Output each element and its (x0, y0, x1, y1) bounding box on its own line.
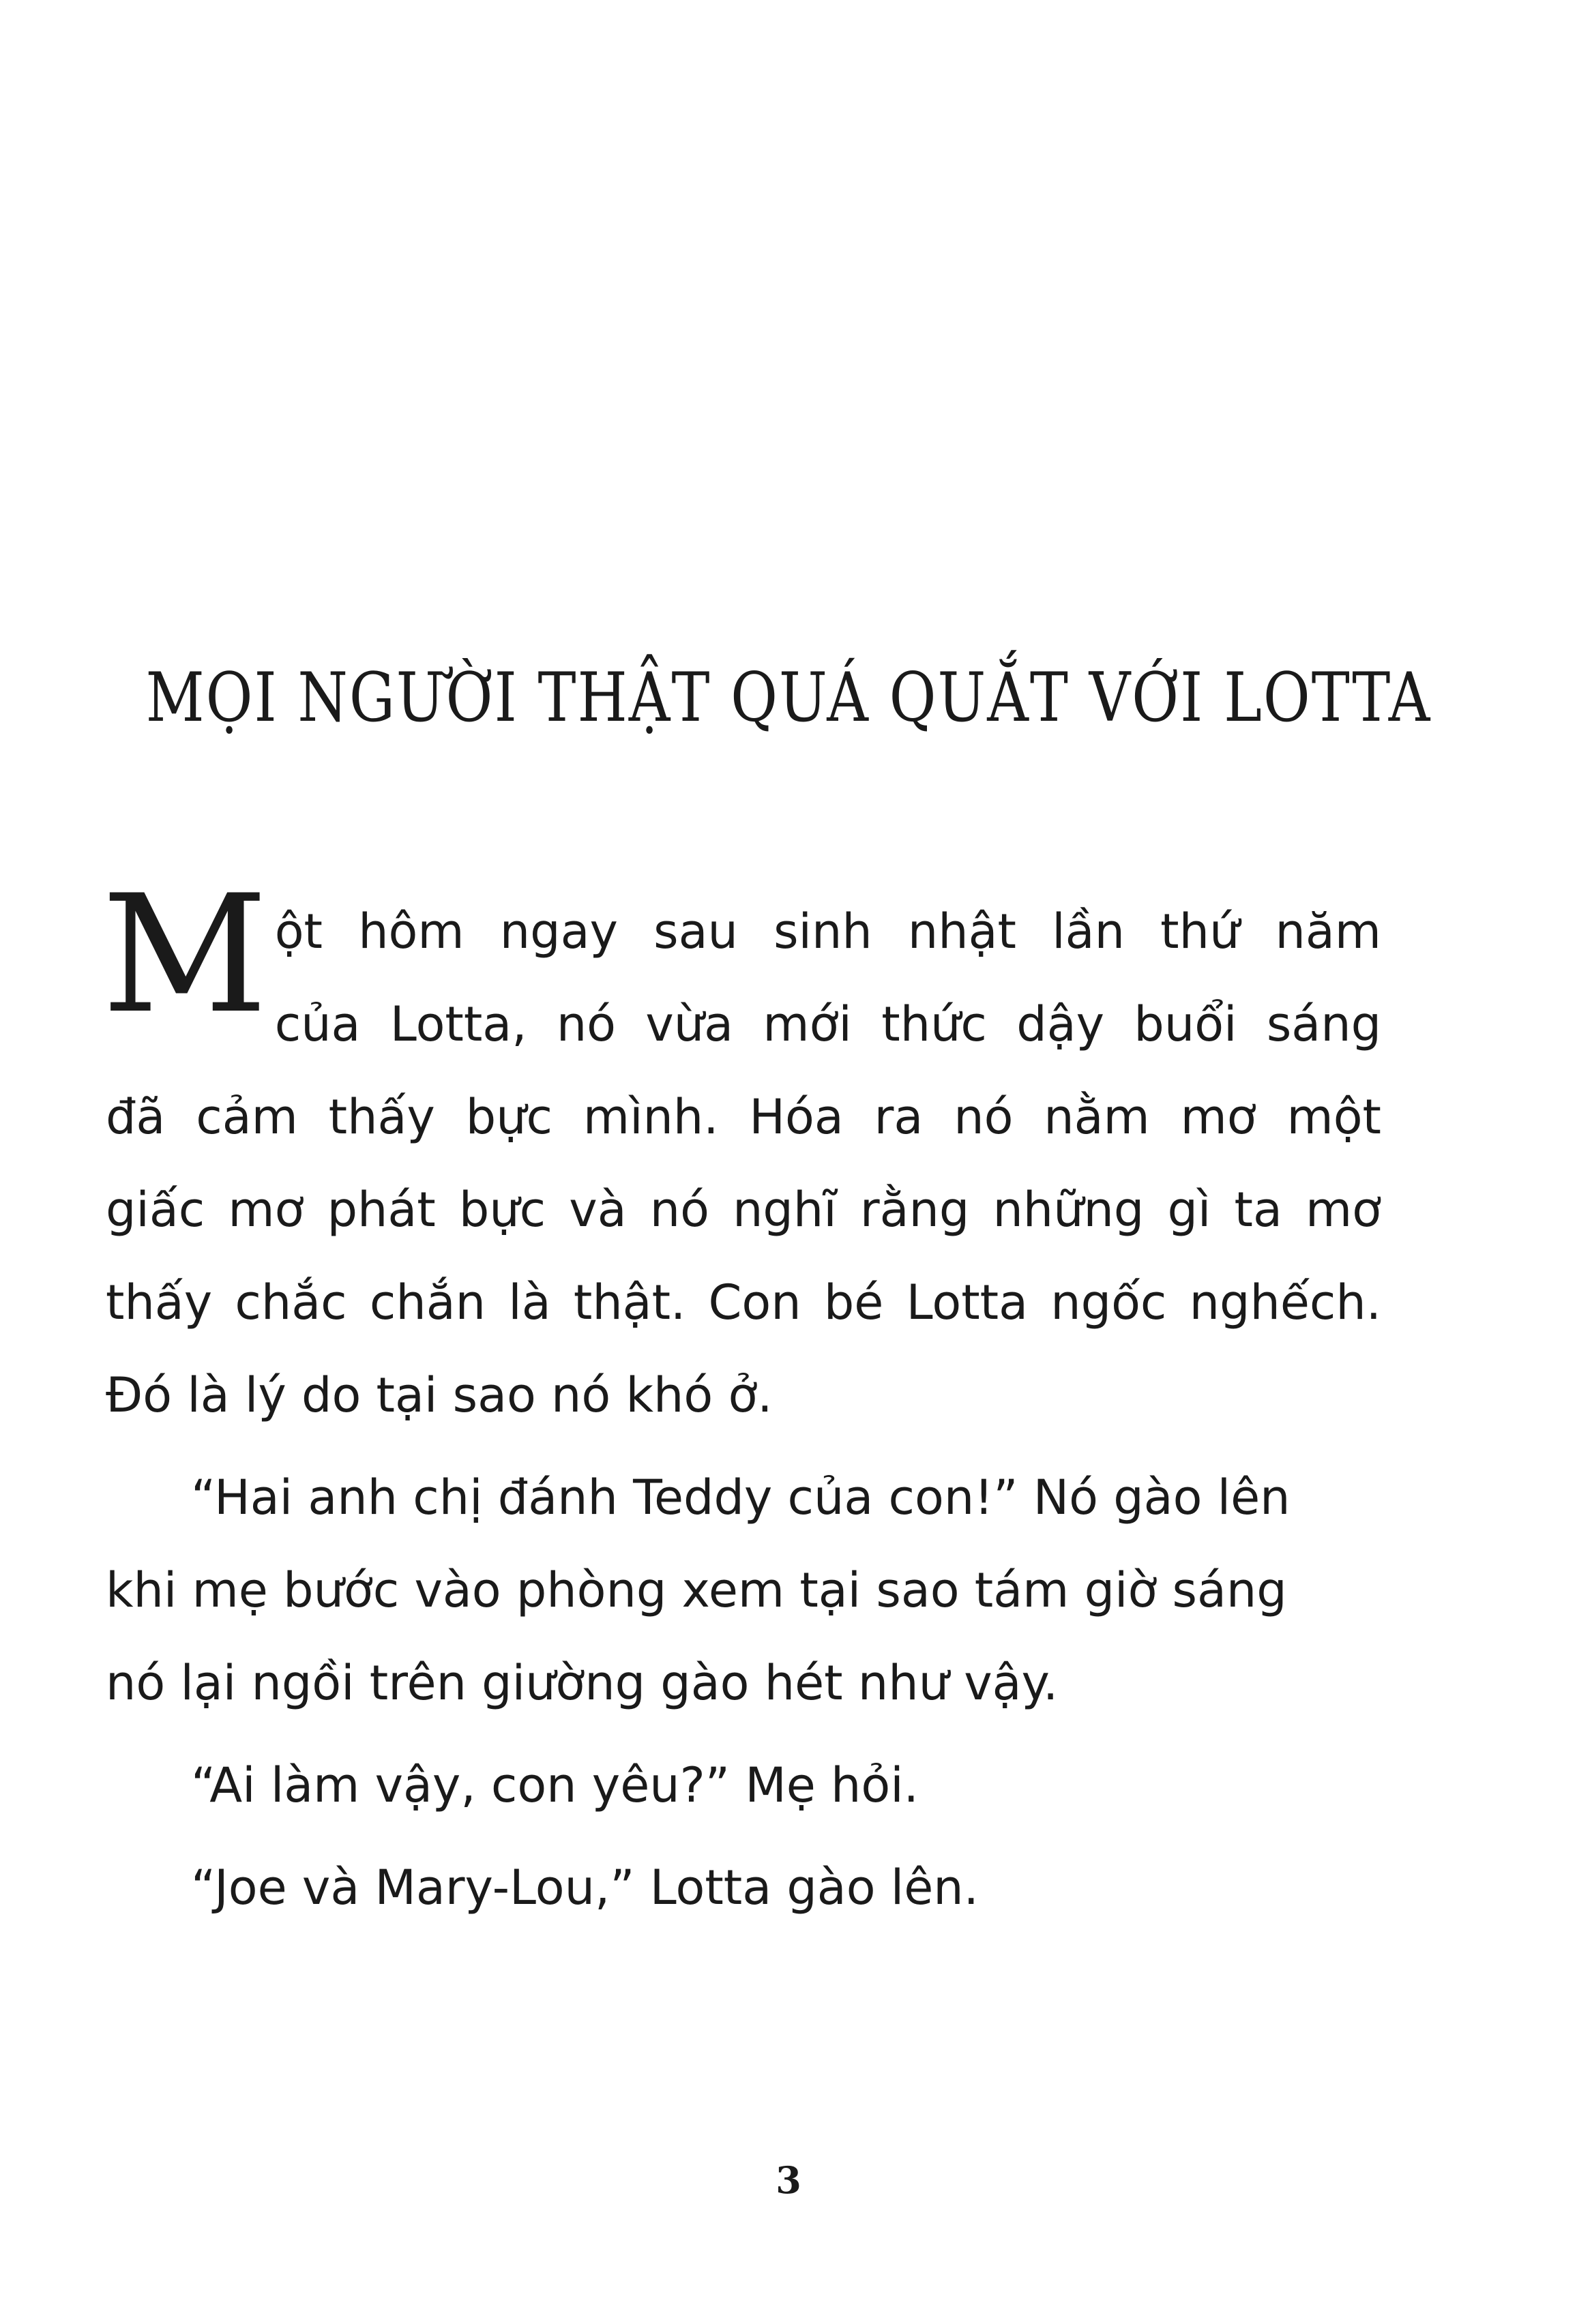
paragraph-1-line: Đó là lý do tại sao nó khó ở. (106, 1367, 773, 1423)
paragraph-2-line: nó lại ngồi trên giường gào hét như vậy. (106, 1655, 1059, 1711)
paragraph-4 (106, 1841, 1381, 1934)
paragraph-1-line: đã cảm thấy bực mình. Hóa ra nó nằm mơ một (106, 1089, 1381, 1145)
page-number: 3 (776, 2158, 801, 2202)
paragraph-1-line: ột hôm ngay sau sinh nhật lần thứ năm (274, 904, 1381, 959)
paragraph-1 (102, 861, 1381, 1442)
paragraph-1-line: thấy chắc chắn là thật. Con bé Lotta ngốc nghếch. (106, 1275, 1381, 1330)
drop-cap: M (102, 861, 268, 1049)
paragraph-3 (106, 1739, 1381, 1832)
body-text (102, 861, 1381, 1934)
paragraph-2 (106, 1451, 1381, 1729)
paragraph-1-line: giấc mơ phát bực và nó nghĩ rằng những gì ta mơ (106, 1182, 1381, 1238)
paragraph-2-line: “Hai anh chị đánh Teddy của con!” Nó gào lên (191, 1470, 1291, 1525)
paragraph-4-line: “Joe và Mary-Lou,” Lotta gào lên. (191, 1860, 979, 1916)
paragraph-3-line: “Ai làm vậy, con yêu?” Mẹ hỏi. (191, 1757, 919, 1813)
chapter-title: MỌI NGƯỜI THẬT QUÁ QUẮT VỚI LOTTA (145, 658, 1432, 737)
paragraph-2-line: khi mẹ bước vào phòng xem tại sao tám giờ sáng (106, 1562, 1287, 1618)
paragraph-1-line: của Lotta, nó vừa mới thức dậy buổi sáng (274, 996, 1381, 1052)
